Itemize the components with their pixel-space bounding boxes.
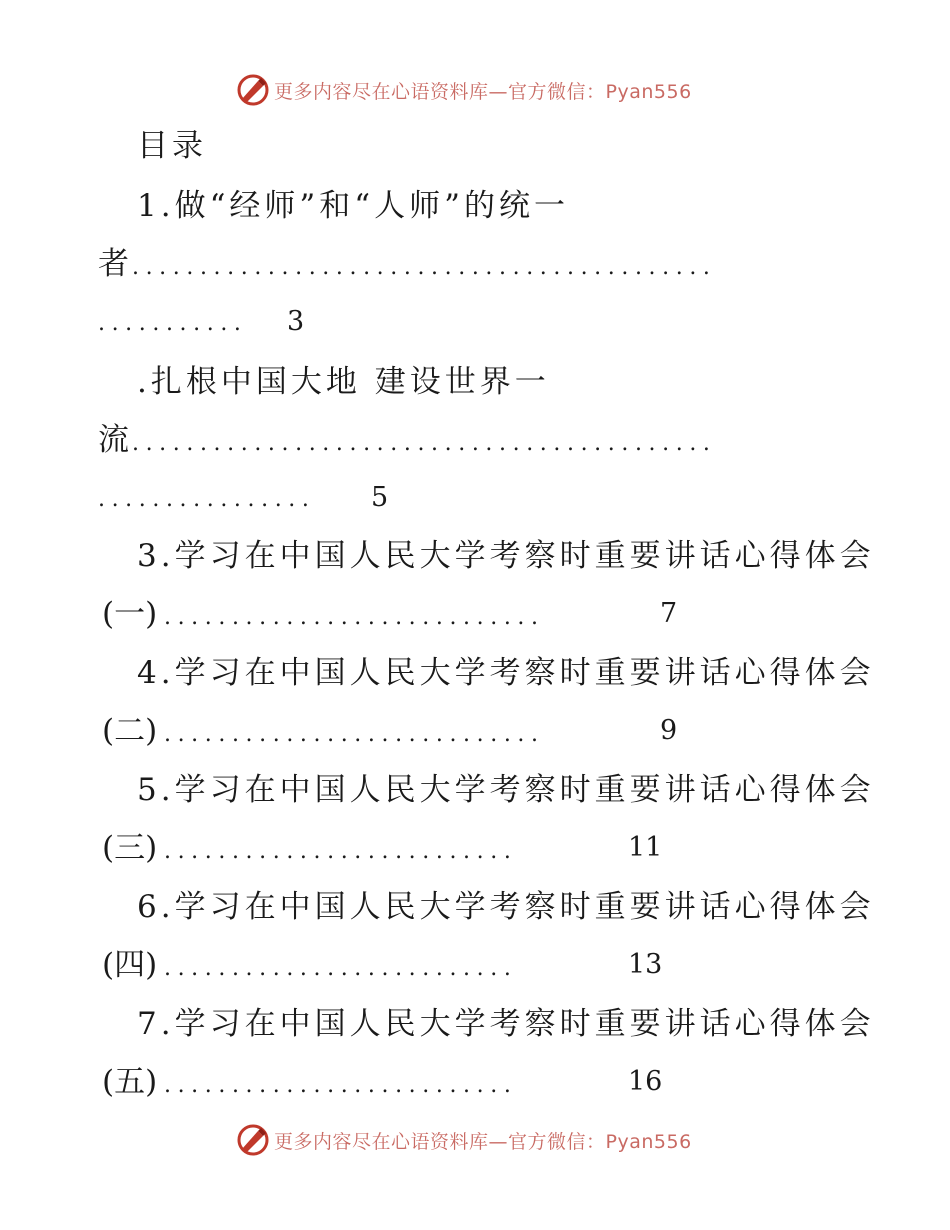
toc-entry-1-leader-2: ........... [98, 311, 248, 336]
toc-entry-6-page: 13 [628, 949, 663, 980]
banner-text: 更多内容尽在心语资料库—官方微信：Pyan556 [274, 80, 692, 103]
toc-entry-7-leader: .......................... [164, 1073, 518, 1098]
toc-entry-2-leader-2: ................ [98, 487, 316, 512]
toc-entry-1-page: 3 [287, 306, 305, 337]
toc-entry-2-page: 5 [371, 482, 389, 513]
footer-banner [236, 1122, 692, 1158]
toc-entry-3-leader: ............................ [164, 605, 545, 630]
pen-logo-icon [236, 73, 270, 107]
toc-entry-4-label: 4.学习在中国人民大学考察时重要讲话心得体会 [137, 655, 875, 691]
toc-entry-4-page: 9 [660, 715, 678, 746]
toc-entry-2-label: .扎根中国大地 建设世界一 [137, 364, 550, 400]
toc-entry-7-page: 16 [628, 1066, 663, 1097]
toc-entry-6-cont: (四) [102, 947, 158, 983]
header-banner [236, 72, 692, 108]
toc-entry-4-cont: (二) [102, 713, 158, 749]
toc-entry-3-cont: (一) [102, 596, 158, 632]
toc-entry-1-leader: ........................................... [132, 255, 717, 280]
toc-entry-5-cont: (三) [102, 830, 158, 866]
toc-entry-3-page: 7 [660, 598, 678, 629]
toc-entry-3-label: 3.学习在中国人民大学考察时重要讲话心得体会 [137, 538, 875, 574]
toc-entry-1-cont: 者 [98, 246, 133, 282]
toc-entry-7-label: 7.学习在中国人民大学考察时重要讲话心得体会 [137, 1006, 875, 1042]
toc-entry-2-leader: ........................................... [132, 431, 717, 456]
toc-title: 目录 [137, 128, 207, 164]
toc-entry-7-cont: (五) [102, 1064, 158, 1100]
toc-entry-1-label: 1.做“经师”和“人师”的统一 [137, 188, 569, 224]
toc-entry-2-cont: 流 [98, 422, 133, 458]
toc-entry-5-label: 5.学习在中国人民大学考察时重要讲话心得体会 [137, 772, 875, 808]
pen-logo-icon [236, 1123, 270, 1157]
toc-entry-4-leader: ............................ [164, 722, 545, 747]
toc-entry-5-page: 11 [628, 832, 663, 863]
toc-entry-6-label: 6.学习在中国人民大学考察时重要讲话心得体会 [137, 889, 875, 925]
toc-entry-6-leader: .......................... [164, 956, 518, 981]
toc-entry-5-leader: .......................... [164, 839, 518, 864]
banner-text: 更多内容尽在心语资料库—官方微信：Pyan556 [274, 1130, 692, 1153]
